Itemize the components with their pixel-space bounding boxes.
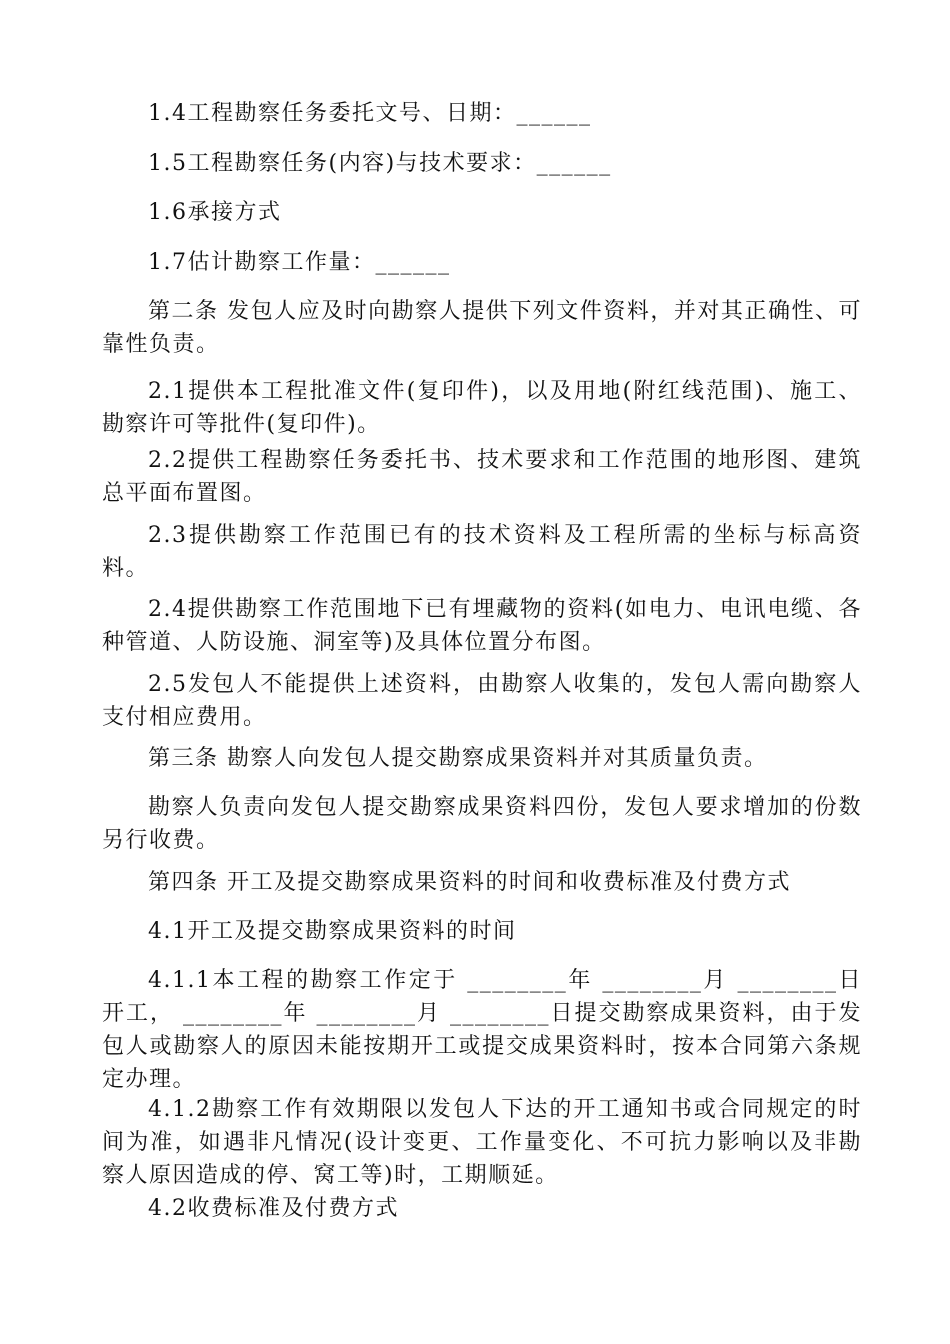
article-3-body: 勘察人负责向发包人提交勘察成果资料四份，发包人要求增加的份数另行收费。 bbox=[102, 795, 862, 853]
clause-1-7: 1.7估计勘察工作量：______ bbox=[148, 250, 451, 275]
article-4-heading: 第四条 开工及提交勘察成果资料的时间和收费标准及付费方式 bbox=[148, 870, 791, 895]
clause-4-1-1: 4.1.1本工程的勘察工作定于 ________年 ________月 ________日开工， ________年 ________月 ________日提交勘察成果资料，由于发包人或勘察人的原因未能按期开工或提交成果资料时，按本合同第六条规定办理。 bbox=[102, 968, 862, 1092]
clause-1-6: 1.6承接方式 bbox=[148, 200, 282, 225]
clause-2-3: 2.3提供勘察工作范围已有的技术资料及工程所需的坐标与标高资料。 bbox=[102, 523, 862, 581]
clause-1-4: 1.4工程勘察任务委托文号、日期：______ bbox=[148, 101, 592, 126]
clause-2-1: 2.1提供本工程批准文件(复印件)，以及用地(附红线范围)、施工、勘察许可等批件(复印件)。 bbox=[102, 379, 862, 437]
clause-1-5: 1.5工程勘察任务(内容)与技术要求：______ bbox=[148, 151, 612, 176]
clause-2-4: 2.4提供勘察工作范围地下已有埋藏物的资料(如电力、电讯电缆、各种管道、人防设施、洞室等)及具体位置分布图。 bbox=[102, 597, 862, 655]
clause-4-2: 4.2收费标准及付费方式 bbox=[148, 1196, 399, 1221]
article-3-heading: 第三条 勘察人向发包人提交勘察成果资料并对其质量负责。 bbox=[148, 746, 768, 771]
article-2-heading: 第二条 发包人应及时向勘察人提供下列文件资料，并对其正确性、可靠性负责。 bbox=[102, 299, 862, 357]
clause-2-5: 2.5发包人不能提供上述资料，由勘察人收集的，发包人需向勘察人支付相应费用。 bbox=[102, 672, 862, 730]
clause-4-1-2: 4.1.2勘察工作有效期限以发包人下达的开工通知书或合同规定的时间为准，如遇非凡情况(设计变更、工作量变化、不可抗力影响以及非勘察人原因造成的停、窝工等)时，工期顺延。 bbox=[102, 1097, 862, 1188]
clause-4-1: 4.1开工及提交勘察成果资料的时间 bbox=[148, 919, 517, 944]
clause-2-2: 2.2提供工程勘察任务委托书、技术要求和工作范围的地形图、建筑总平面布置图。 bbox=[102, 448, 862, 506]
